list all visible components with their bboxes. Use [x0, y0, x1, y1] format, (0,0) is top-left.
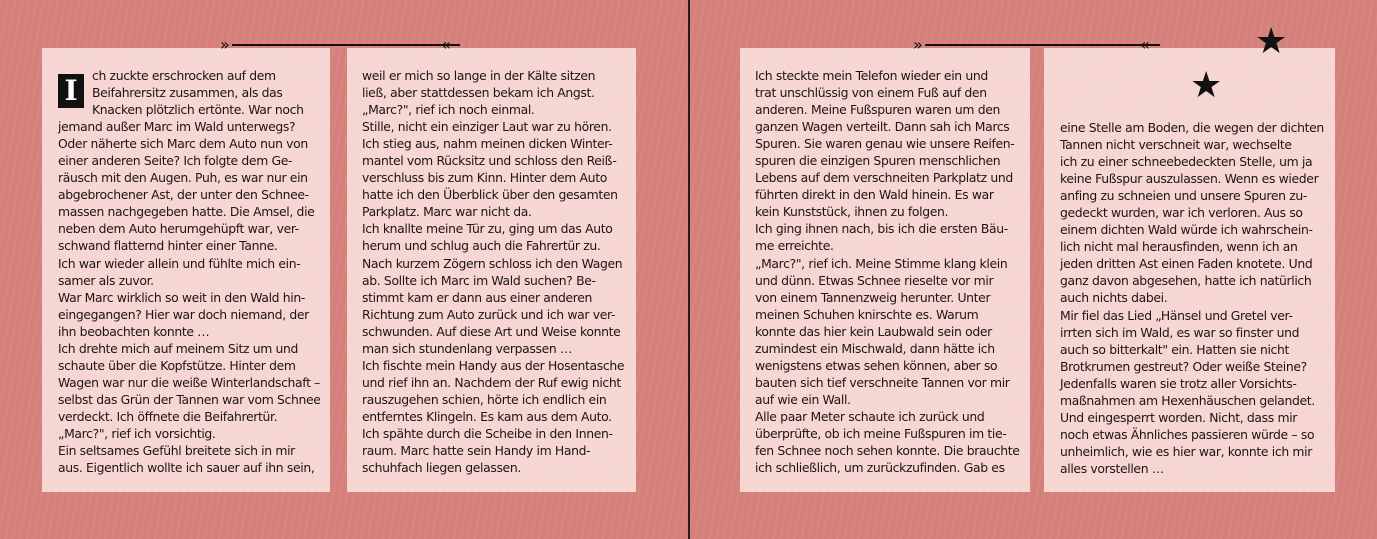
text-line: weil er mich so lange in der Kälte sitzen [362, 68, 596, 83]
text-line: stimmt kam er dann aus einer anderen [362, 289, 593, 305]
text-line: Parkplatz. Marc war nicht da. [362, 204, 532, 220]
text-line: überprüfte, ob ich meine Fußspuren im tie- [755, 425, 1007, 441]
text-line: räusch mit den Augen. Puh, es war nur ein [58, 170, 308, 186]
text-line: von einem Tannenzweig herunter. Unter [755, 289, 991, 305]
text-line: Ich ging ihnen nach, bis ich die ersten Bäu- [755, 221, 1008, 237]
text-line: jemand außer Marc im Wald unterwegs? [58, 119, 296, 135]
text-line: Oder näherte sich Marc dem Auto nun von [58, 136, 308, 152]
text-line: fen Schnee noch sehen konnte. Die brauchte [755, 443, 1020, 459]
text-line: verschluss bis zum Kinn. Hinter dem Auto [362, 170, 607, 186]
text-line: schaute über die Kopfstütze. Hinter dem [58, 357, 296, 373]
text-line: verdeckt. Ich öffnete die Beifahrertür. [58, 408, 278, 424]
text-line: Wagen war nur die weiße Winterlandschaft – [58, 374, 321, 390]
text-line: auch so bitterkalt" ein. Hatten sie nicht [1060, 341, 1290, 357]
text-line: man sich stundenlang verpassen … [362, 340, 573, 356]
text-line: anderen. Meine Fußspuren waren um den [755, 102, 1001, 118]
text-line: wenigstens etwas sehen können, aber so [755, 357, 998, 373]
text-line: zumindest ein Mischwald, dann hätte ich [755, 340, 995, 356]
text-line: irrten sich im Wald, es war so finster und [1060, 324, 1300, 340]
text-line: einer anderen Seite? Ich folgte dem Ge- [58, 153, 293, 169]
text-line: ganzen Wagen verteilt. Dann sah ich Marcs [755, 119, 1010, 135]
text-line: neben dem Auto herumgehüpft war, ver- [58, 221, 299, 237]
text-line: raum. Marc hatte sein Handy im Hand- [362, 443, 591, 459]
text-line: Knacken plötzlich ertönte. War noch [92, 102, 304, 118]
text-line: Und eingesperrt worden. Nicht, dass mir [1060, 409, 1298, 425]
text-line: ab. Sollte ich Marc im Wald suchen? Be- [362, 272, 596, 288]
text-line: führten direkt in den Wald hinein. Es war [755, 187, 994, 203]
text-column-4 [1060, 119, 1324, 477]
text-line: mantel vom Rücksitz und schloss den Reiß- [362, 153, 617, 169]
text-line: bauten sich tief verschneite Tannen vor mir [755, 374, 1010, 390]
text-line: selbst das Grün der Tannen war vom Schnee [58, 391, 321, 407]
text-line: anfing zu schneien und unsere Spuren zu- [1060, 188, 1307, 204]
text-line: Jedenfalls waren sie trotz aller Vorsichts- [1060, 375, 1297, 391]
text-line: entferntes Klingeln. Es kam aus dem Auto. [362, 408, 612, 424]
text-line: rauszugehen schien, hörte ich endlich ein [362, 391, 607, 407]
text-line: ch zuckte erschrocken auf dem [92, 68, 276, 83]
text-line: Beifahrersitz zusammen, als das [92, 85, 283, 101]
text-line: lich nicht mal herausfinden, wenn ich an [1060, 239, 1298, 255]
text-line: eingegangen? Hier war doch niemand, der [58, 306, 309, 322]
text-line: auf wie ein Wall. [755, 391, 851, 407]
text-line: Mir fiel das Lied „Hänsel und Gretel ver- [1060, 307, 1293, 323]
arrow-head-icon: « [1140, 35, 1150, 54]
text-line: Ich steckte mein Telefon wieder ein und [755, 68, 988, 83]
star-icon: ★ [1255, 21, 1288, 62]
text-line: keine Fußspur auszulassen. Wenn es wieder [1060, 171, 1319, 187]
text-line: samer als zuvor. [58, 272, 154, 288]
drop-cap: I [58, 74, 84, 108]
text-line: „Marc?", rief ich vorsichtig. [58, 425, 216, 441]
text-line: Ich knallte meine Tür zu, ging um das Auto [362, 221, 613, 237]
text-line: unheimlich, wie es hier war, konnte ich mir [1060, 443, 1312, 459]
text-line: spuren die einzigen Spuren menschlichen [755, 153, 1001, 169]
star-icon: ★ [1190, 65, 1223, 106]
text-column-2 [362, 67, 624, 476]
text-line: und dünn. Etwas Schnee rieselte vor mir [755, 272, 994, 288]
text-line: Ich fischte mein Handy aus der Hosentasche [362, 357, 625, 373]
ornament-line-left [232, 44, 460, 46]
text-line: Richtung zum Auto zurück und ich war ver- [362, 306, 616, 322]
text-line: schwunden. Auf diese Art und Weise konnte [362, 323, 621, 339]
text-line: Ich spähte durch die Scheibe in den Innen- [362, 425, 613, 441]
text-line: abgebrochener Ast, der unter den Schnee- [58, 187, 309, 203]
text-line: alles vorstellen … [1060, 460, 1164, 476]
book-gutter [688, 0, 690, 539]
text-line: Ich war wieder allein und fühlte mich ein- [58, 255, 301, 271]
text-column-1 [58, 67, 321, 476]
text-line: ganz davon abgesehen, hatte ich natürlich [1060, 273, 1312, 289]
ornament-line-right [925, 44, 1160, 46]
arrow-tail-icon: » [220, 35, 230, 54]
text-line: kein Kunststück, ihnen zu folgen. [755, 204, 949, 220]
arrow-head-icon: « [441, 35, 451, 54]
text-line: und rief ihn an. Nachdem der Ruf ewig nicht [362, 374, 621, 390]
text-line: Nach kurzem Zögern schloss ich den Wagen [362, 255, 623, 271]
text-line: ließ, aber stattdessen bekam ich Angst. [362, 85, 595, 101]
text-line: schuhfach liegen gelassen. [362, 460, 521, 476]
text-line: hatte ich den Überblick über den gesamten [362, 187, 618, 203]
text-line: „Marc?", rief ich noch einmal. [362, 102, 535, 118]
arrow-tail-icon: » [913, 35, 923, 54]
text-line: noch etwas Ähnliches passieren würde – so [1060, 426, 1315, 442]
text-line: „Marc?", rief ich. Meine Stimme klang klein [755, 255, 1008, 271]
text-line: Ein seltsames Gefühl breitete sich in mir [58, 443, 295, 459]
text-line: schwand flatternd hinter einer Tanne. [58, 238, 278, 254]
text-line: gedeckt wurden, war ich verloren. Aus so [1060, 205, 1303, 221]
text-line: meinen Schuhen knirschte es. Warum [755, 306, 979, 322]
text-line: Alle paar Meter schaute ich zurück und [755, 408, 985, 424]
text-line: konnte das hier kein Laubwald sein oder [755, 323, 992, 339]
text-line: maßnahmen am Hexenhäuschen gelandet. [1060, 392, 1315, 408]
text-line: eine Stelle am Boden, die wegen der dichten [1060, 120, 1324, 135]
text-line: massen nachgegeben hatte. Die Amsel, die [58, 204, 315, 220]
text-line: Brotkrumen gestreut? Oder weiße Steine? [1060, 358, 1307, 374]
text-line: auch nichts dabei. [1060, 290, 1168, 306]
text-line: me erreichte. [755, 238, 834, 254]
text-line: Ich stieg aus, nahm meinen dicken Winter- [362, 136, 613, 152]
text-line: ich zu einer schneebedeckten Stelle, um ja [1060, 154, 1313, 170]
text-line: Lebens auf dem verschneiten Parkplatz und [755, 170, 1013, 186]
text-line: Tannen nicht verschneit war, wechselte [1060, 137, 1292, 153]
text-line: War Marc wirklich so weit in den Wald hin- [58, 289, 305, 305]
text-line: aus. Eigentlich wollte ich sauer auf ihn sein, [58, 460, 315, 476]
text-line: Stille, nicht ein einziger Laut war zu hören. [362, 119, 612, 135]
text-column-3 [755, 67, 1020, 476]
text-line: jeden dritten Ast einen Faden knotete. Und [1060, 256, 1313, 272]
text-line: herum und schlug auch die Fahrertür zu. [362, 238, 601, 254]
text-line: Spuren. Sie waren genau wie unsere Reifen- [755, 136, 1015, 152]
text-line: einem dichten Wald würde ich wahrschein- [1060, 222, 1313, 238]
text-line: Ich drehte mich auf meinem Sitz um und [58, 340, 299, 356]
text-line: ihn beobachten konnte … [58, 323, 210, 339]
text-line: ich schließlich, um zurückzufinden. Gab es [755, 460, 1005, 476]
text-line: trat unschlüssig von einem Fuß auf den [755, 85, 987, 101]
